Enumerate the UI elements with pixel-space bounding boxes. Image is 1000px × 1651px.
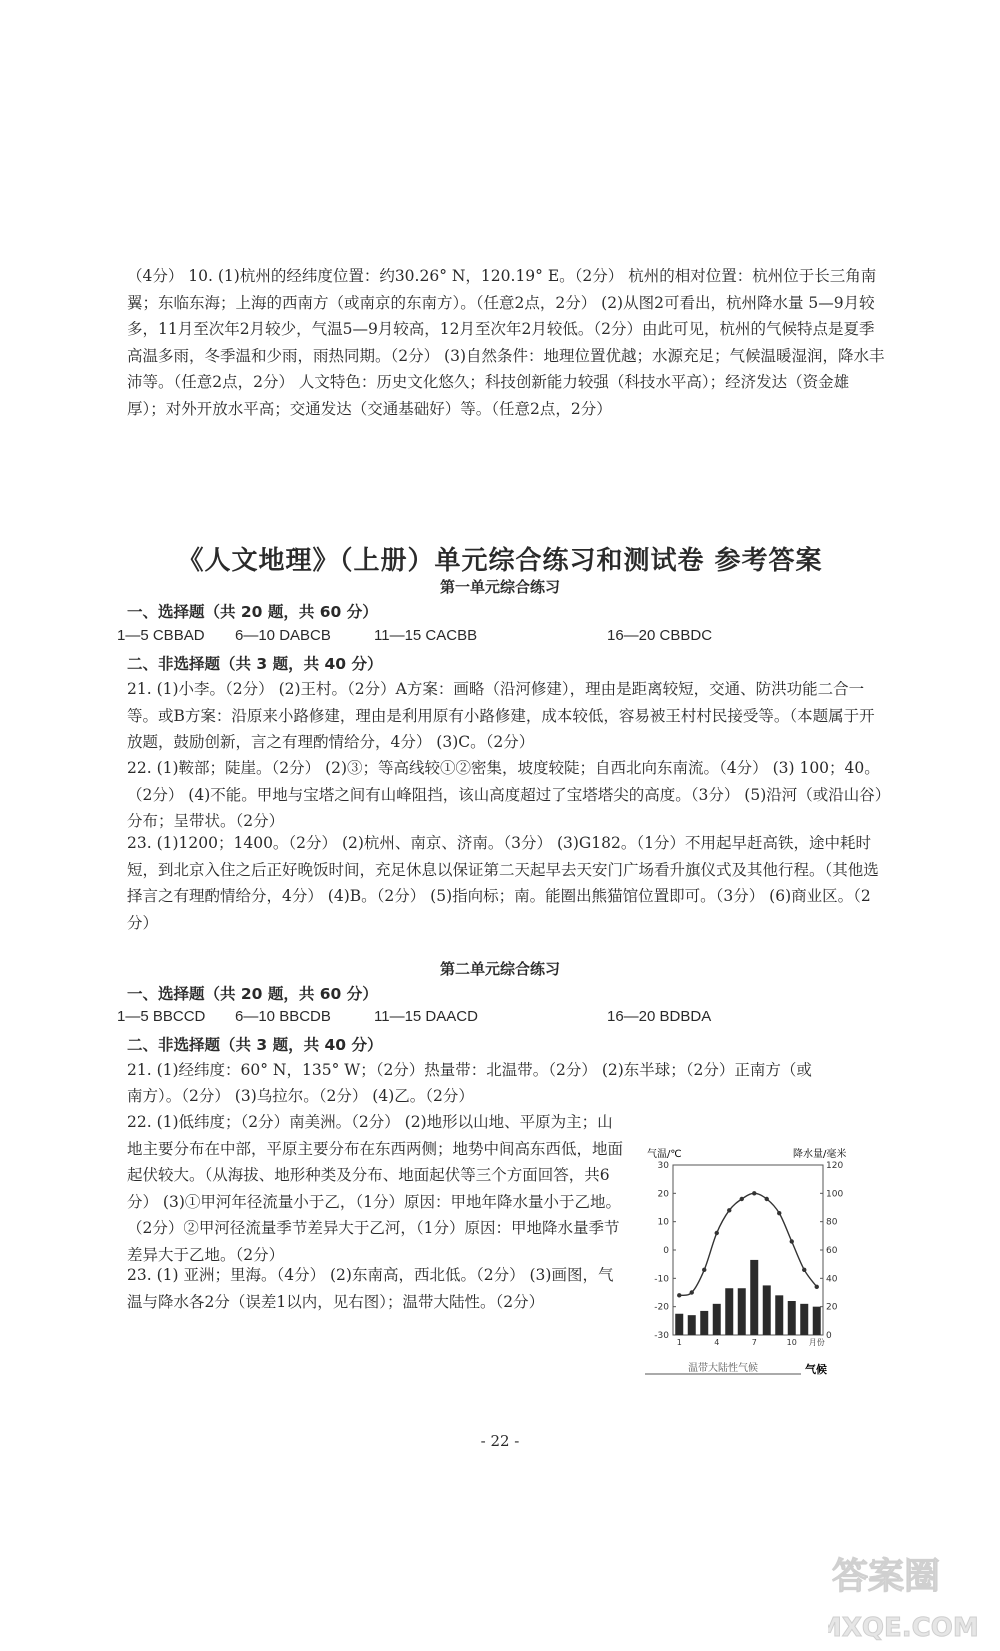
page-number: - 22 - bbox=[480, 1432, 520, 1450]
precip-bar bbox=[813, 1307, 821, 1335]
precip-bar bbox=[775, 1295, 783, 1335]
temp-tick-label: 10 bbox=[657, 1217, 669, 1228]
precip-bar bbox=[713, 1304, 721, 1335]
chart-caption: 温带大陆性气候 bbox=[688, 1363, 758, 1374]
unit1-nonchoice-heading: 二、非选择题（共 3 题，共 40 分） bbox=[127, 655, 383, 673]
unit2-answer-group: 6—10 BBCDB bbox=[235, 1008, 331, 1025]
temperature-point bbox=[677, 1293, 681, 1297]
main-title: 《人文地理》（上册）单元综合练习和测试卷 参考答案 bbox=[177, 546, 823, 576]
temperature-point bbox=[790, 1239, 794, 1243]
unit2-choice-heading: 一、选择题（共 20 题，共 60 分） bbox=[127, 985, 378, 1003]
unit2-q21-line: 21. (1)经纬度：60° N，135° W；（2分）热量带：北温带。（2分） (2)东半球；（2分）正南方（或 bbox=[127, 1061, 812, 1079]
unit1-choice-heading: 一、选择题（共 20 题，共 60 分） bbox=[127, 603, 378, 621]
chart-caption-suffix: 气候 bbox=[805, 1363, 827, 1376]
precip-bar bbox=[750, 1260, 758, 1335]
temperature-point bbox=[690, 1290, 694, 1294]
watermark bbox=[828, 1542, 988, 1646]
temperature-point bbox=[802, 1268, 806, 1272]
precip-bar bbox=[738, 1288, 746, 1335]
month-tick-label: 月份 bbox=[808, 1338, 825, 1347]
unit2-answer-group: 16—20 BDBDA bbox=[607, 1008, 712, 1025]
unit1-answer-group: 1—5 CBBAD bbox=[117, 627, 205, 644]
precip-bar bbox=[725, 1288, 733, 1335]
unit2-answer-group: 11—15 DAACD bbox=[374, 1008, 478, 1025]
precip-bar bbox=[700, 1311, 708, 1335]
unit2-q23: 23. (1) 亚洲；里海。（4分） (2)东南高，西北低。（2分） (3)画图，气温与降水各2分（误差1以内，见右图）；温带大陆性。（2分） bbox=[127, 1266, 614, 1311]
temp-tick-label: -10 bbox=[654, 1274, 669, 1285]
unit1-answer-group: 16—20 CBBDC bbox=[607, 627, 713, 644]
month-tick-label: 10 bbox=[786, 1338, 797, 1347]
watermark-text: 答案圈 bbox=[832, 1556, 941, 1597]
watermark-url: MXQE.COM bbox=[828, 1613, 979, 1642]
unit1-answer-group: 11—15 CACBB bbox=[374, 627, 478, 644]
temperature-line bbox=[679, 1193, 817, 1295]
precip-tick-label: 20 bbox=[826, 1302, 838, 1313]
temperature-point bbox=[752, 1191, 756, 1195]
temp-tick-label: -20 bbox=[654, 1302, 669, 1313]
precip-axis-label: 降水量/毫米 bbox=[793, 1149, 847, 1160]
month-tick-label: 4 bbox=[714, 1338, 720, 1347]
unit2-q22: 22. (1)低纬度；（2分）南美洲。（2分） (2)地形以山地、平原为主；山地主要分布在中部，平原主要分布在东西两侧；地势中间高东西低，地面起伏较大。（从海拔、地形种类及分布、地面起伏等三个方面回答，共6分） (3)①甲河年径流量小于乙，（1分）原因：甲地年降水量小于乙地。（2分）②甲河径流量季节差异大于乙河，（1分）原因：甲地降水量季节差异大于乙地。（2分） bbox=[127, 1113, 624, 1264]
month-tick-label: 1 bbox=[676, 1338, 682, 1347]
temperature-point bbox=[727, 1208, 731, 1212]
unit1-q23: 23. (1)1200；1400。（2分） (2)杭州、南京、济南。（3分） (3)G182。（1分）不用起早赶高铁，途中耗时短，到北京入住之后正好晚饭时间，充足休息以保证第二天起早去天安门广场看升旗仪式及其他行程。（其他选择言之有理酌情给分，4分） (4)B。（2分） (5)指向标；南。能圈出熊猫馆位置即可。（3分） (6)商业区。（2分） bbox=[127, 834, 879, 932]
precip-bar bbox=[788, 1301, 796, 1335]
precip-bar bbox=[688, 1315, 696, 1335]
watermark-logo bbox=[828, 1542, 988, 1642]
precip-tick-label: 100 bbox=[826, 1189, 844, 1200]
precip-bar bbox=[800, 1304, 808, 1335]
precip-tick-label: 120 bbox=[826, 1161, 844, 1171]
precip-tick-label: 0 bbox=[826, 1331, 832, 1341]
temp-tick-label: 30 bbox=[657, 1161, 669, 1171]
unit2-nonchoice-heading: 二、非选择题（共 3 题，共 40 分） bbox=[127, 1036, 383, 1054]
unit1-title: 第一单元综合练习 bbox=[439, 578, 560, 596]
temperature-point bbox=[815, 1285, 819, 1289]
temp-axis-label: 气温/℃ bbox=[647, 1149, 682, 1160]
unit2-q21-rest: 南方）。（2分） (3)乌拉尔。（2分） (4)乙。（2分） bbox=[127, 1087, 474, 1105]
month-tick-label: 7 bbox=[751, 1338, 757, 1347]
temp-tick-label: 20 bbox=[657, 1189, 669, 1200]
temperature-point bbox=[715, 1231, 719, 1235]
precip-tick-label: 60 bbox=[826, 1246, 838, 1256]
unit1-answer-group: 6—10 DABCB bbox=[235, 627, 331, 644]
precip-tick-label: 80 bbox=[826, 1217, 838, 1228]
unit1-q22: 22. (1)鞍部；陡崖。（2分） (2)③；等高线较①②密集，坡度较陡；自西北向东南流。（4分） (3) 100；40。（2分） (4)不能。甲地与宝塔之间有山峰阻挡，该山高度超过了宝塔塔尖的高度。（3分） (5)沿河（或沿山谷）分布；呈带状。（2分） bbox=[127, 759, 883, 830]
climate-chart-svg bbox=[645, 1145, 865, 1397]
precip-bar bbox=[675, 1314, 683, 1335]
unit2-title: 第二单元综合练习 bbox=[439, 960, 560, 978]
temperature-point bbox=[740, 1197, 744, 1201]
temp-tick-label: 0 bbox=[663, 1246, 669, 1256]
climate-chart bbox=[645, 1145, 865, 1401]
top-answer-paragraph: （4分） 10. (1)杭州的经纬度位置：约30.26° N，120.19° E。（2分） 杭州的相对位置：杭州位于长三角南翼；东临东海；上海的西南方（或南京的东南方）。（任意2点，2分） (2)从图2可看出，杭州降水量 5—9月较多，11月至次年2月较少，气温5—9月较高，12月至次年2月较低。（2分）由此可见，杭州的气候特点是夏季高温多雨，冬季温和少雨，雨热同期。（2分） (3)自然条件：地理位置优越；水源充足；气候温暖湿润，降水丰沛等。（任意2点，2分） 人文特色：历史文化悠久；科技创新能力较强（科技水平高）；经济发达（资金雄厚）；对外开放水平高；交通发达（交通基础好）等。（任意2点，2分） bbox=[127, 267, 885, 418]
temperature-point bbox=[777, 1211, 781, 1215]
temp-tick-label: -30 bbox=[654, 1331, 669, 1341]
precip-tick-label: 40 bbox=[826, 1274, 838, 1285]
precip-bar bbox=[763, 1285, 771, 1335]
unit2-answer-group: 1—5 BBCCD bbox=[117, 1008, 206, 1025]
temperature-point bbox=[702, 1268, 706, 1272]
unit1-q21: 21. (1)小李。（2分） (2)王村。（2分）A方案：画略（沿河修建），理由是距离较短，交通、防洪功能二合一等。或B方案：沿原来小路修建，理由是利用原有小路修建，成本较低，容易被王村村民接受等。（本题属于开放题，鼓励创新，言之有理酌情给分，4分） (3)C。（2分） bbox=[127, 680, 875, 751]
temperature-point bbox=[765, 1197, 769, 1201]
